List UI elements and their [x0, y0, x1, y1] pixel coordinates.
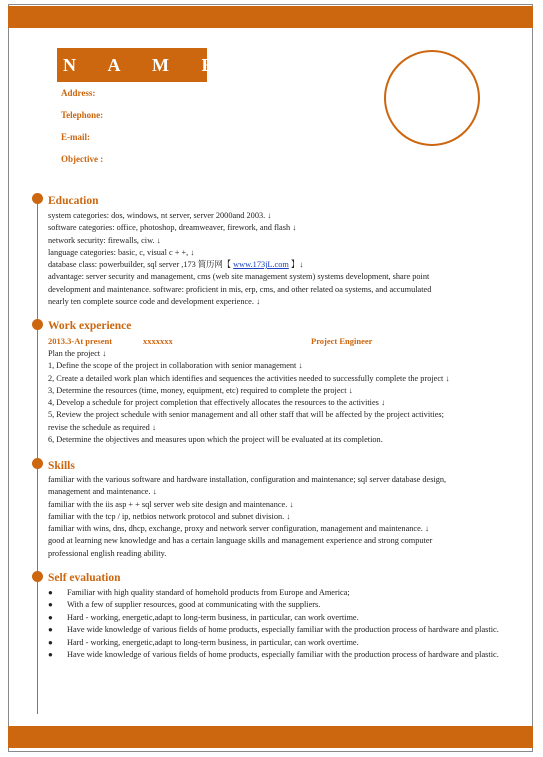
list-item: ● With a few of supplier resources, good at communicating with the suppliers. — [48, 599, 518, 611]
skills-line: familiar with the iis asp + + sql server web site design and maintenance. ↓ — [48, 499, 294, 509]
address-label: Address: — [61, 88, 96, 98]
work-line: 2, Create a detailed work plan which identifies and sequences the activities needed to successfully complete the project ↓ — [48, 373, 450, 383]
work-line: 6, Determine the objectives and measures upon which the project will be evaluated at its completion. — [48, 435, 383, 445]
list-item: ● Hard - working, energetic,adapt to long-term business, in particular, can work overtime. — [48, 637, 518, 649]
db-prefix: database class: powerbuilder, sql server ,173 简历网【 — [48, 260, 234, 270]
self-evaluation-dot — [32, 571, 43, 582]
top-decor-bar — [8, 6, 533, 28]
education-title: Education — [48, 195, 99, 207]
self-evaluation-title: Self evaluation — [48, 572, 121, 584]
job-role: Project Engineer — [311, 336, 373, 346]
website-link[interactable]: www.173jL.com — [233, 260, 289, 270]
skills-line: familiar with wins, dns, dhcp, exchange, proxy and network server configuration, management and maintenance. ↓ — [48, 524, 430, 534]
work-title: Work experience — [48, 320, 132, 332]
self-evaluation-list — [48, 587, 518, 661]
email-label: E-mail: — [61, 132, 90, 142]
list-item: ● Familiar with high quality standard of homehold products from Europe and America; — [48, 587, 518, 599]
skills-line: good at learning new knowledge and has a certain language skills and management experience and strong computer — [48, 536, 433, 546]
education-dot — [32, 193, 43, 204]
list-item: ● Hard - working, energetic,adapt to long-term business, in particular, can work overtime. — [48, 612, 518, 624]
skills-line: familiar with the tcp / ip, netbios network protocol and subnet division. ↓ — [48, 511, 291, 521]
telephone-label: Telephone: — [61, 110, 104, 120]
education-line: language categories: basic, c, visual c + +, ↓ — [48, 247, 195, 257]
advantage-line: advantage: server security and management, cms (web site management system) systems development, share point — [48, 272, 430, 282]
skills-line: professional english reading ability. — [48, 548, 167, 558]
education-line: system categories: dos, windows, nt server, server 2000and 2003. ↓ — [48, 211, 272, 220]
photo-placeholder — [384, 50, 480, 146]
work-line: 3, Determine the resources (time, money, equipment, etc) required to complete the project ↓ — [48, 385, 353, 395]
work-line: 4, Develop a schedule for project completion that effectively allocates the resources to the activities ↓ — [48, 398, 386, 408]
education-line: software categories: office, photoshop, dreamweaver, firework, and flash ↓ — [48, 223, 297, 233]
job-period: 2013.3-At present — [48, 336, 113, 346]
work-content — [48, 348, 526, 446]
education-line: network security: firewalls, ciw. ↓ — [48, 235, 161, 245]
db-suffix: 】↓ — [288, 260, 304, 270]
timeline-line — [37, 196, 38, 714]
list-item: ● Have wide knowledge of various fields of home products, especially familiar with the production process of hardware and plastic. — [48, 624, 518, 636]
skills-title: Skills — [48, 460, 75, 472]
work-line: 1, Define the scope of the project in collaboration with senior management ↓ — [48, 361, 303, 371]
work-line: revise the schedule as required ↓ — [48, 422, 157, 432]
work-line: 5, Review the project schedule with senior management and all other staff that will be affected by the project activities; — [48, 410, 444, 420]
skills-line: management and maintenance. ↓ — [48, 487, 157, 497]
work-line: Plan the project ↓ — [48, 349, 107, 358]
education-db-line — [48, 259, 526, 271]
job-company: xxxxxxx — [143, 336, 173, 346]
bottom-decor-bar — [8, 726, 533, 748]
skills-dot — [32, 458, 43, 469]
work-dot — [32, 319, 43, 330]
name-heading: N A M E — [57, 48, 207, 82]
education-content — [48, 210, 526, 308]
skills-line: familiar with the various software and hardware installation, configuration and maintenance; sql server database design, — [48, 475, 447, 484]
list-item: ● Have wide knowledge of various fields of home products, especially familiar with the production process of hardware and plastic. — [48, 649, 518, 661]
skills-content — [48, 474, 526, 560]
advantage-line: nearly ten complete source code and development experience. ↓ — [48, 297, 261, 307]
objective-label: Objective : — [61, 154, 104, 164]
advantage-line: development and maintenance. software: proficient in mis, erp, cms, and other related oa systems, and accumulated — [48, 284, 432, 294]
